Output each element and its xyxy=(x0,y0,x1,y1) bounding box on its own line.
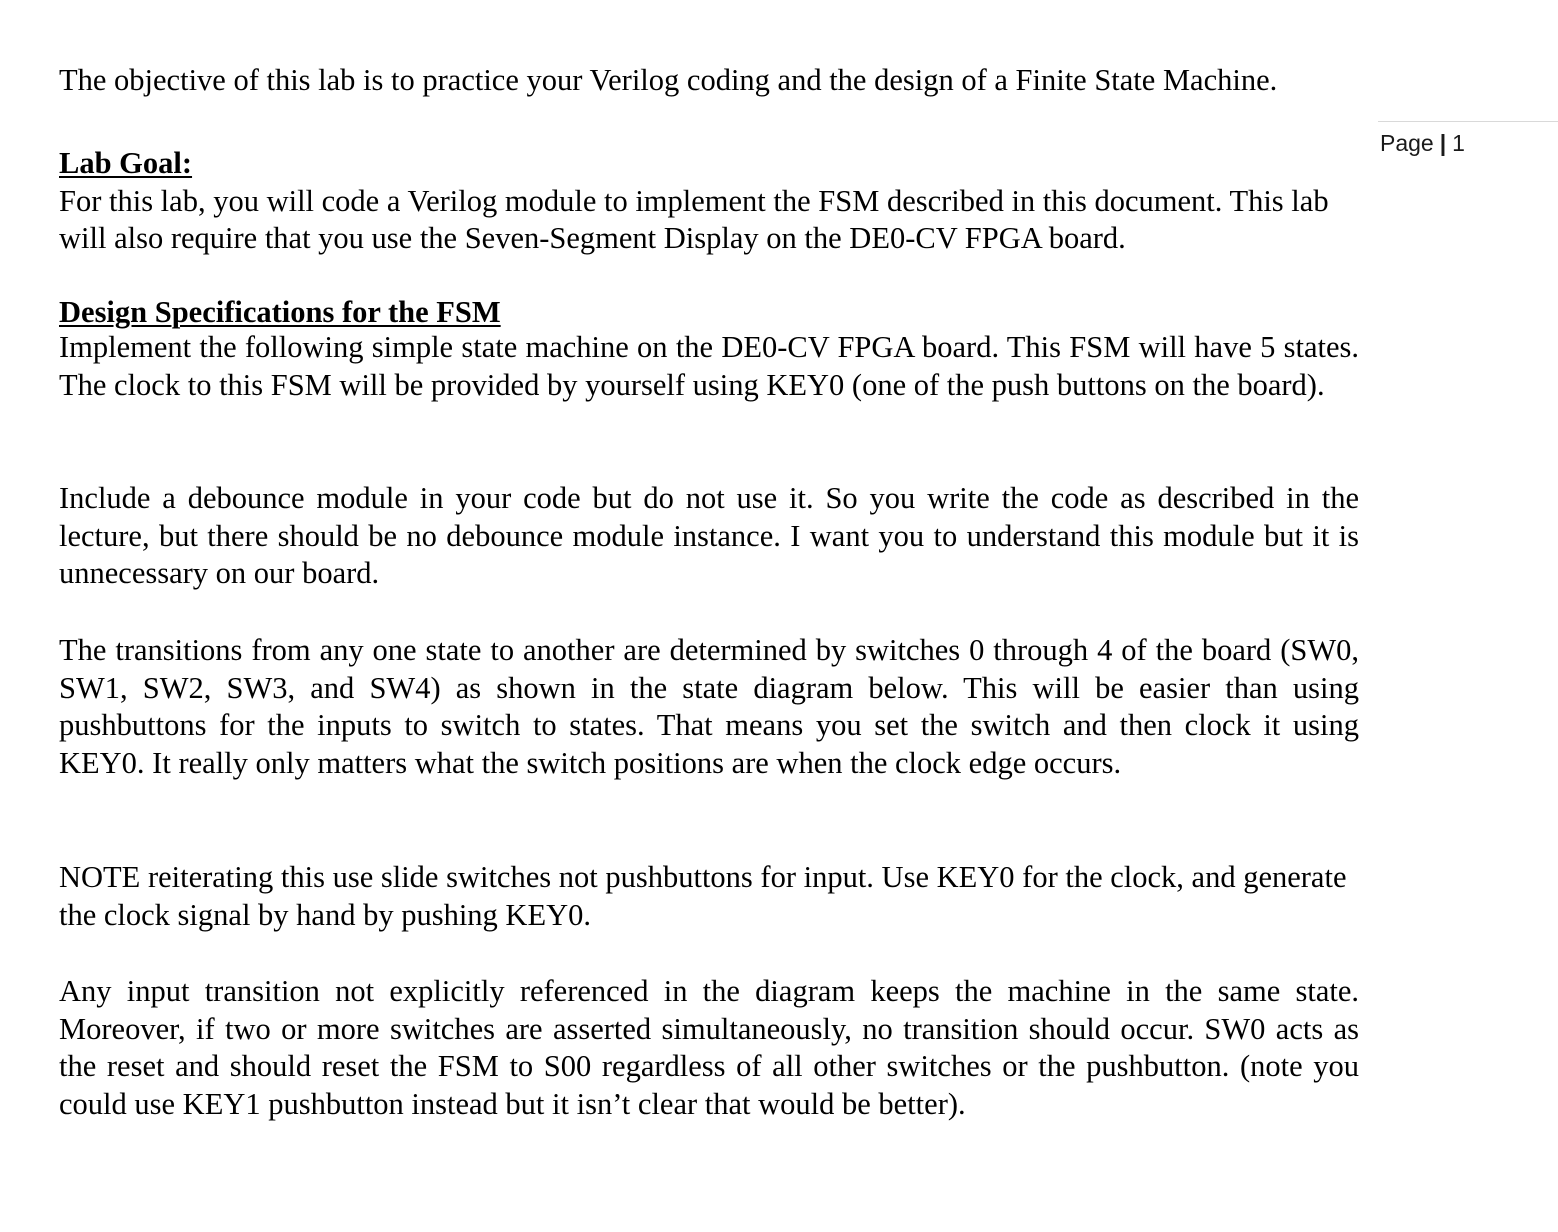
page-number-value: 1 xyxy=(1452,130,1465,156)
design-specs-heading-block xyxy=(59,294,1359,332)
spec-paragraph-1: Implement the following simple state machine on the DE0-CV FPGA board. This FSM will have 5 states. The clock to this FSM will be provided by yourself using KEY0 (one of the push buttons on the board). xyxy=(59,330,1359,402)
spec-paragraph-5: Any input transition not explicitly referenced in the diagram keeps the machine in the same state. Moreover, if two or more switches are asserted simultaneously, no transition should occur. SW0 acts as the reset and should reset the FSM to S00 regardless of all other switches or the pushbutton. (note you could use KEY1 pushbutton instead but it isn’t clear that would be better). xyxy=(59,974,1359,1122)
lab-goal-section xyxy=(59,145,1359,258)
page-separator: | xyxy=(1439,130,1447,156)
lab-goal-text: For this lab, you will code a Verilog module to implement the FSM described in this document. This lab will also require that you use the Seven-Segment Display on the DE0-CV FPGA board. xyxy=(59,183,1329,256)
spec-paragraph-2: Include a debounce module in your code but do not use it. So you write the code as described in the lecture, but there should be no debounce module instance. I want you to understand this module but it is unnecessary on our board. xyxy=(59,481,1359,591)
spec-paragraph-4: NOTE reiterating this use slide switches not pushbuttons for input. Use KEY0 for the clock, and generate the clock signal by hand by pushing KEY0. xyxy=(59,860,1347,932)
lab-goal-heading: Lab Goal: xyxy=(59,146,193,180)
spec-paragraph-3: The transitions from any one state to another are determined by switches 0 through 4 of the board (SW0, SW1, SW2, SW3, and SW4) as shown in the state diagram below. This will be easier than using pushbuttons for the inputs to switch to states. That means you set the switch and then clock it using KEY0. It really only matters what the switch positions are when the clock edge occurs. xyxy=(59,633,1359,781)
intro-paragraph: The objective of this lab is to practice your Verilog coding and the design of a Finite State Machine. xyxy=(59,63,1278,97)
page-label: Page xyxy=(1380,130,1434,156)
design-specs-heading: Design Specifications for the FSM xyxy=(59,295,501,329)
page-number xyxy=(1380,128,1465,158)
page-number-rule xyxy=(1378,121,1558,122)
